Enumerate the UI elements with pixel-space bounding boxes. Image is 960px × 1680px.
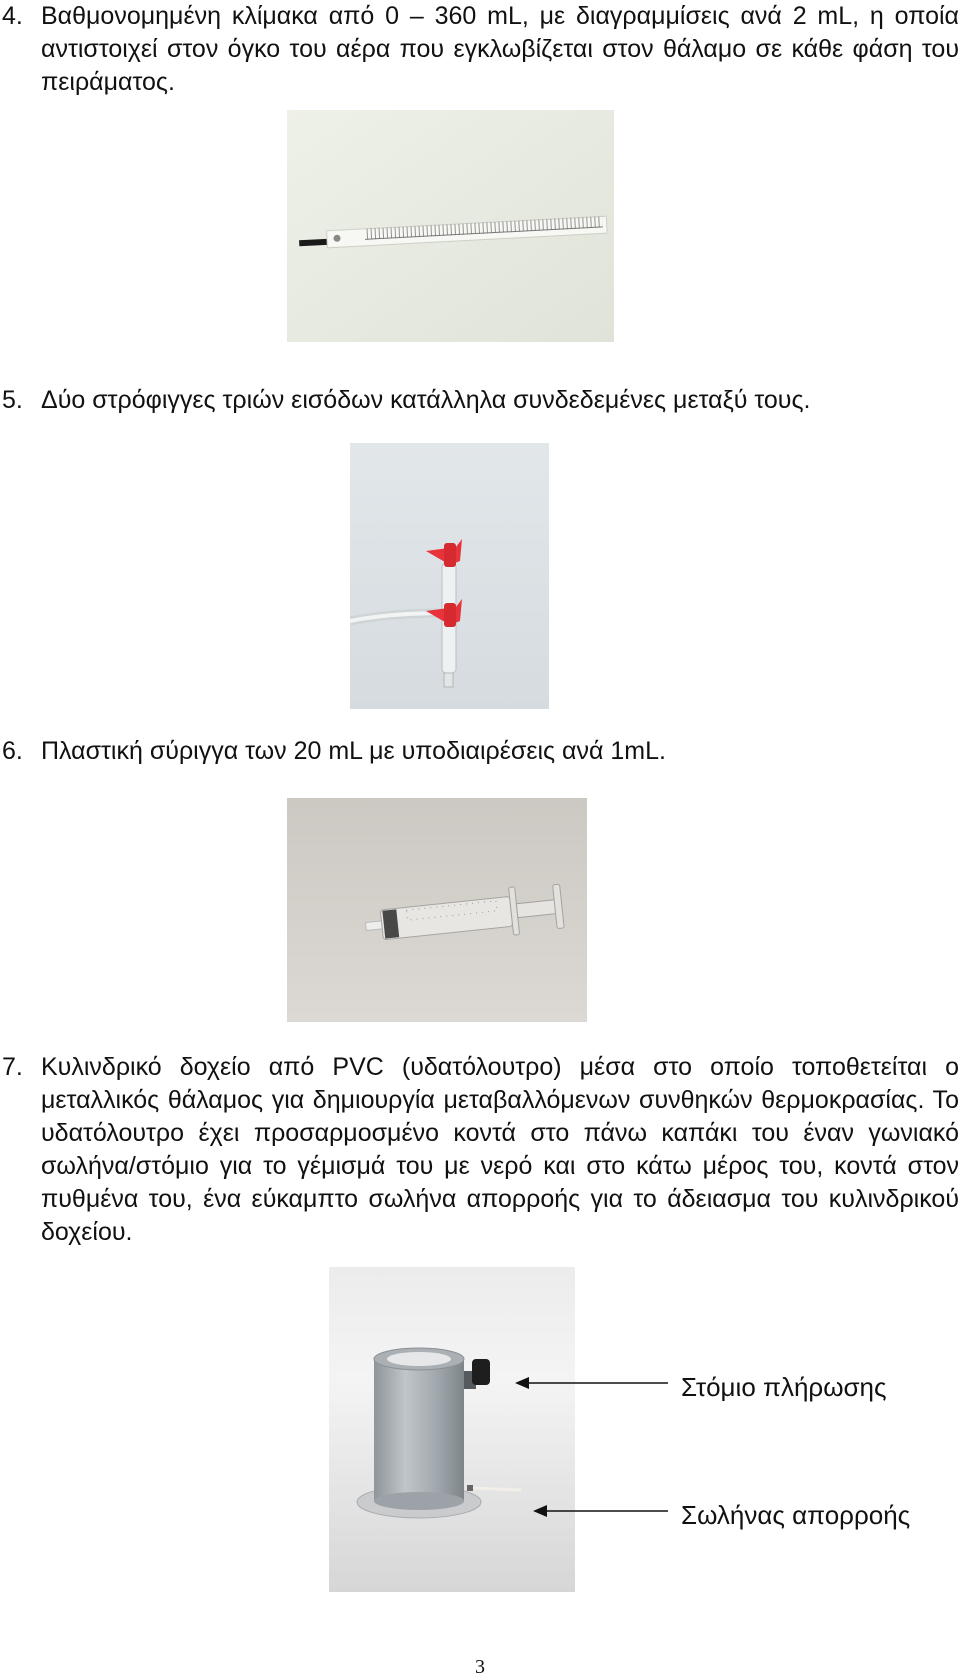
- item-text: Κυλινδρικό δοχείο από PVC (υδατόλουτρο) μέσα στο οποίο τοποθετείται ο μεταλλικός θάλαμος για δημιουργία μεταβαλλόμενων συνθηκών θερμοκρασίας. Το υδατόλουτρο έχει προσαρμοσμένο κοντά στο πάνω καπάκι του έναν γωνιακό σωλήνα/στόμιο για το γέμισμά του με νερό και στο κάτω μέρος του, κοντά στον πυθμένα του, ένα εύκαμπτο σωλήνα απορροής για το άδειασμα του κυλινδρικού δοχείου.: [41, 1053, 959, 1246]
- item-number: 6.: [2, 737, 23, 765]
- callout-arrows: [515, 1373, 675, 1523]
- fill-port-label: Στόμιο πλήρωσης: [681, 1372, 887, 1402]
- drain-tube-label: Σωλήνας απορροής: [681, 1500, 911, 1530]
- graduated-scale-photo: [287, 110, 614, 342]
- item-number: 4.: [2, 2, 23, 30]
- item-text: Βαθμονομημένη κλίμακα από 0 – 360 mL, με διαγραμμίσεις ανά 2 mL, η οποία αντιστοιχεί στον όγκο του αέρα που εγκλωβίζεται στον θάλαμο σε κάθε φάση του πειράματος.: [41, 2, 959, 96]
- item-number: 7.: [2, 1053, 23, 1081]
- page-number: 3: [475, 1656, 485, 1678]
- fill-port-arrowhead: [515, 1377, 529, 1389]
- item-text: Δύο στρόφιγγες τριών εισόδων κατάλληλα συνδεδεμένες μεταξύ τους.: [41, 386, 811, 414]
- item-number: 5.: [2, 386, 23, 414]
- item-text: Πλαστική σύριγγα των 20 mL με υποδιαιρέσεις ανά 1mL.: [41, 737, 666, 765]
- drain-tube-arrowhead: [533, 1505, 547, 1517]
- syringe-photo: [287, 798, 587, 1022]
- stopcocks-photo: [350, 443, 549, 709]
